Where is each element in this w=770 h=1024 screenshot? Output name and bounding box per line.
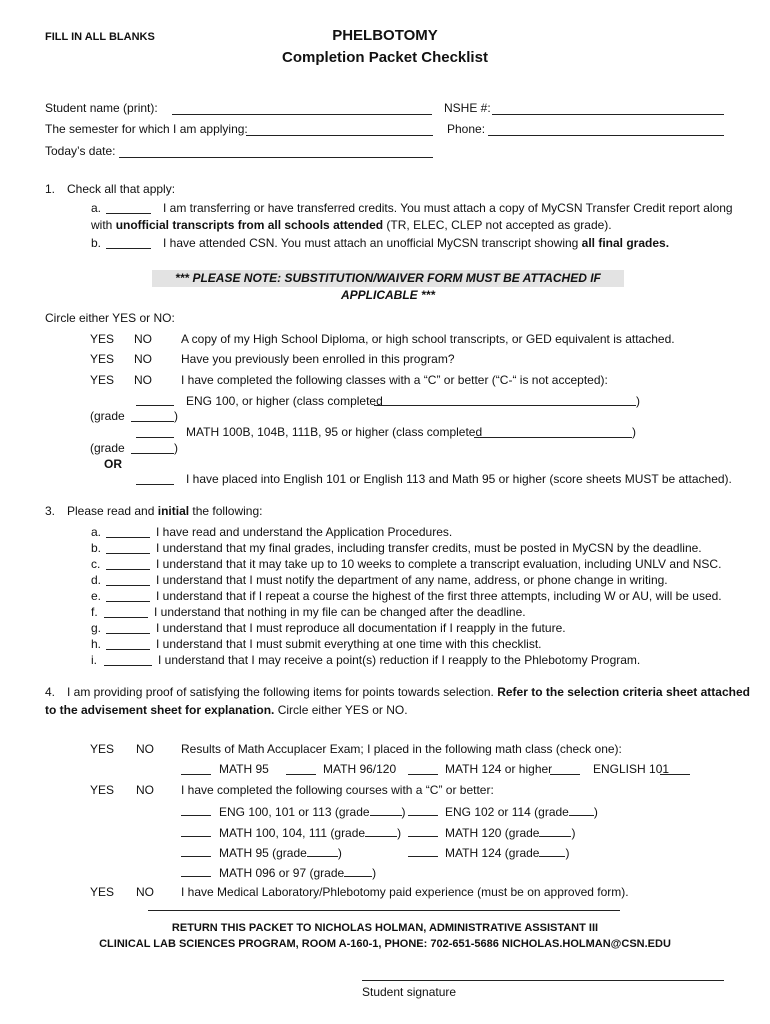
- page-subtitle: Completion Packet Checklist: [282, 49, 488, 66]
- row2-text: Have you previously been enrolled in this program?: [181, 352, 455, 366]
- initial-blank[interactable]: [104, 617, 148, 618]
- initial-letter: g.: [91, 621, 102, 635]
- section1-a-text: I am transferring or have transferred credits. You must attach a copy of MyCSN Transfer Credit report along: [163, 201, 733, 215]
- row3-text: I have completed the following classes with a “C” or better (“C-“ is not accepted):: [181, 373, 608, 387]
- eng-class-label: ENG 100, or higher (class completed: [186, 394, 383, 408]
- initial-blank[interactable]: [106, 569, 150, 570]
- section4-intro-line2: [45, 703, 408, 717]
- section1-a-blank[interactable]: [106, 213, 151, 214]
- c5-grade-field[interactable]: [307, 844, 338, 857]
- initial-letter: f.: [91, 605, 98, 619]
- c6-grade-field[interactable]: [539, 844, 565, 857]
- section1-b-text: [163, 236, 669, 250]
- s4-row2-text: I have completed the following courses with a “C” or better:: [181, 783, 494, 797]
- student-name-field[interactable]: [172, 114, 432, 115]
- s4-row2-no[interactable]: NO: [136, 783, 154, 797]
- nshe-label: NSHE #:: [444, 101, 491, 115]
- signature-field[interactable]: [362, 980, 724, 981]
- c2-paren: ): [593, 805, 598, 819]
- eng-close-paren: ): [636, 394, 640, 408]
- s4-row3-no[interactable]: NO: [136, 885, 154, 899]
- placed-text: I have placed into English 101 or English 113 and Math 95 or higher (score sheets MUST be attached).: [186, 472, 732, 486]
- english101-blank[interactable]: [660, 774, 690, 775]
- row3-no[interactable]: NO: [134, 373, 152, 387]
- initial-blank[interactable]: [106, 633, 150, 634]
- initial-blank[interactable]: [104, 665, 152, 666]
- section3-heading-prefix: Please read and: [67, 504, 158, 518]
- english101-label: ENGLISH 101: [593, 762, 670, 776]
- section1-a-line2-prefix: with: [91, 218, 116, 232]
- c7-paren: ): [372, 866, 377, 880]
- section4-line2-bold: to the advisement sheet for explanation.: [45, 703, 275, 717]
- c3-paren: ): [397, 826, 402, 840]
- initial-text: I understand that I must submit everything at one time with this checklist.: [156, 637, 542, 651]
- section3-heading: [67, 504, 262, 518]
- row1-no[interactable]: NO: [134, 332, 152, 346]
- c6-label: [445, 844, 569, 860]
- c2-text: ENG 102 or 114 (grade: [445, 805, 569, 819]
- eng-check-blank[interactable]: [136, 405, 174, 406]
- c4-paren: ): [571, 826, 576, 840]
- s4-row1-no[interactable]: NO: [136, 742, 154, 756]
- c4-text: MATH 120 (grade: [445, 826, 540, 840]
- substitution-note: *** PLEASE NOTE: SUBSTITUTION/WAIVER FORM MUST BE ATTACHED IF APPLICABLE ***: [152, 270, 624, 287]
- c1-blank[interactable]: [181, 815, 211, 816]
- section4-number: 4.: [45, 685, 56, 699]
- section3-heading-bold: initial: [157, 504, 190, 518]
- c5-paren: ): [337, 846, 342, 860]
- initial-letter: i.: [91, 653, 97, 667]
- c5-label: [219, 844, 342, 860]
- c6-paren: ): [565, 846, 570, 860]
- placed-check-blank[interactable]: [136, 484, 174, 485]
- initial-text: I have read and understand the Application Procedures.: [156, 525, 453, 539]
- section3-heading-suffix: the following:: [189, 504, 263, 518]
- row3-yes[interactable]: YES: [90, 373, 115, 387]
- c5-blank[interactable]: [181, 856, 211, 857]
- c4-label: [445, 824, 575, 840]
- initial-blank[interactable]: [106, 649, 150, 650]
- c4-blank[interactable]: [408, 836, 438, 837]
- section4-intro-bold: Refer to the selection criteria sheet attached: [497, 685, 750, 699]
- semester-label: The semester for which I am applying:: [45, 122, 248, 136]
- initial-letter: h.: [91, 637, 102, 651]
- math-grade-label: (grade: [90, 441, 125, 455]
- section1-b-text-bold: all final grades.: [581, 236, 670, 250]
- initial-text: I understand that I may receive a point(s) reduction if I reapply to the Phlebotomy Program.: [158, 653, 641, 667]
- math124-after-blank[interactable]: [550, 774, 580, 775]
- section4-line2-suffix: Circle either YES or NO.: [274, 703, 408, 717]
- c2-label: [445, 803, 598, 819]
- s4-row1-text: Results of Math Accuplacer Exam; I placed in the following math class (check one):: [181, 742, 622, 756]
- today-date-field[interactable]: [119, 157, 433, 158]
- footer-contact: CLINICAL LAB SCIENCES PROGRAM, ROOM A-160-1, PHONE: 702-651-5686 NICHOLAS.HOLMAN@CSN.EDU: [99, 938, 671, 950]
- section4-intro-text: I am providing proof of satisfying the following items for points towards selection.: [67, 685, 498, 699]
- section1-a-line2: [91, 218, 612, 232]
- footer-divider: [148, 910, 620, 911]
- eng-class-field[interactable]: [374, 405, 636, 406]
- c7-blank[interactable]: [181, 876, 211, 877]
- math124-label: MATH 124 or higher: [445, 762, 553, 776]
- section1-heading: Check all that apply:: [67, 182, 176, 196]
- initial-blank[interactable]: [106, 553, 150, 554]
- math-class-field[interactable]: [474, 437, 632, 438]
- initial-text: I understand that if I repeat a course the highest of the first three attempts, including W or AU, will be used.: [156, 589, 722, 603]
- c2-blank[interactable]: [408, 815, 438, 816]
- section1-a-line2-suffix: (TR, ELEC, CLEP not accepted as grade).: [383, 218, 612, 232]
- c1-paren: ): [401, 805, 406, 819]
- initial-text: I understand that my final grades, including transfer credits, must be posted in MyCSN by the deadline.: [156, 541, 702, 555]
- phone-label: Phone:: [447, 122, 486, 136]
- c7-text: MATH 096 or 97 (grade: [219, 866, 345, 880]
- math96-label: MATH 96/120: [323, 762, 397, 776]
- initial-blank[interactable]: [106, 585, 150, 586]
- row1-text: A copy of my High School Diploma, or high school transcripts, or GED equivalent is attached.: [181, 332, 675, 346]
- s4-row3-text: I have Medical Laboratory/Phlebotomy paid experience (must be on approved form).: [181, 885, 629, 899]
- section1-b-letter: b.: [91, 236, 102, 250]
- row2-no[interactable]: NO: [134, 352, 152, 366]
- page-title: PHELBOTOMY: [332, 27, 438, 44]
- initial-letter: a.: [91, 525, 102, 539]
- or-label: OR: [104, 457, 122, 471]
- initial-letter: d.: [91, 573, 102, 587]
- eng-grade-paren: ): [174, 409, 178, 423]
- phone-field[interactable]: [488, 135, 724, 136]
- circle-heading: Circle either YES or NO:: [45, 311, 175, 325]
- c1-text: ENG 100, 101 or 113 (grade: [219, 805, 370, 819]
- initial-text: I understand that nothing in my file can be changed after the deadline.: [154, 605, 526, 619]
- nshe-field[interactable]: [492, 114, 724, 115]
- initial-text: I understand that I must reproduce all documentation if I reapply in the future.: [156, 621, 566, 635]
- c6-blank[interactable]: [408, 856, 438, 857]
- c3-text: MATH 100, 104, 111 (grade: [219, 826, 366, 840]
- c4-grade-field[interactable]: [539, 824, 571, 837]
- section1-b-blank[interactable]: [106, 248, 151, 249]
- initial-blank[interactable]: [106, 601, 150, 602]
- eng-grade-field[interactable]: [131, 421, 174, 422]
- s4-row3-yes[interactable]: YES: [90, 885, 115, 899]
- initial-letter: b.: [91, 541, 102, 555]
- math-check-blank[interactable]: [136, 437, 174, 438]
- section1-b-text-main: I have attended CSN. You must attach an unofficial MyCSN transcript showing: [163, 236, 582, 250]
- math124-blank[interactable]: [408, 774, 438, 775]
- signature-label: Student signature: [362, 985, 457, 999]
- semester-field[interactable]: [246, 135, 433, 136]
- c5-text: MATH 95 (grade: [219, 846, 307, 860]
- math96-blank[interactable]: [286, 774, 316, 775]
- c3-grade-field[interactable]: [365, 824, 397, 837]
- row2-yes[interactable]: YES: [90, 352, 115, 366]
- initial-letter: e.: [91, 589, 102, 603]
- c6-text: MATH 124 (grade: [445, 846, 540, 860]
- math-close-paren: ): [632, 425, 636, 439]
- footer-return: RETURN THIS PACKET TO NICHOLAS HOLMAN, ADMINISTRATIVE ASSISTANT III: [171, 922, 599, 934]
- section1-number: 1.: [45, 182, 56, 196]
- initial-text: I understand that I must notify the department of any name, address, or phone change in writing.: [156, 573, 668, 587]
- math-grade-field[interactable]: [131, 453, 174, 454]
- c3-blank[interactable]: [181, 836, 211, 837]
- today-date-label: Today’s date:: [45, 144, 116, 158]
- c7-label: [219, 864, 376, 880]
- row1-yes[interactable]: YES: [90, 332, 115, 346]
- section3-number: 3.: [45, 504, 56, 518]
- section1-a-letter: a.: [91, 201, 102, 215]
- eng-grade-label: (grade: [90, 409, 125, 423]
- c3-label: [219, 824, 401, 840]
- c1-grade-field[interactable]: [370, 803, 402, 816]
- section4-intro: [67, 685, 750, 699]
- c2-grade-field[interactable]: [569, 803, 594, 816]
- c7-grade-field[interactable]: [344, 864, 372, 877]
- initial-blank[interactable]: [106, 537, 150, 538]
- fill-in-notice: FILL IN ALL BLANKS: [45, 31, 155, 43]
- s4-row1-yes[interactable]: YES: [90, 742, 115, 756]
- math-class-label: MATH 100B, 104B, 111B, 95 or higher (class completed: [186, 425, 483, 439]
- c1-label: [219, 803, 406, 819]
- math95-label: MATH 95: [219, 762, 269, 776]
- student-name-label: Student name (print):: [45, 101, 158, 115]
- initial-text: I understand that it may take up to 10 weeks to complete a transcript evaluation, including UNLV and NSC.: [156, 557, 722, 571]
- section1-a-line2-bold: unofficial transcripts from all schools attended: [115, 218, 384, 232]
- math-grade-paren: ): [174, 441, 178, 455]
- initial-letter: c.: [91, 557, 101, 571]
- math95-blank[interactable]: [181, 774, 211, 775]
- s4-row2-yes[interactable]: YES: [90, 783, 115, 797]
